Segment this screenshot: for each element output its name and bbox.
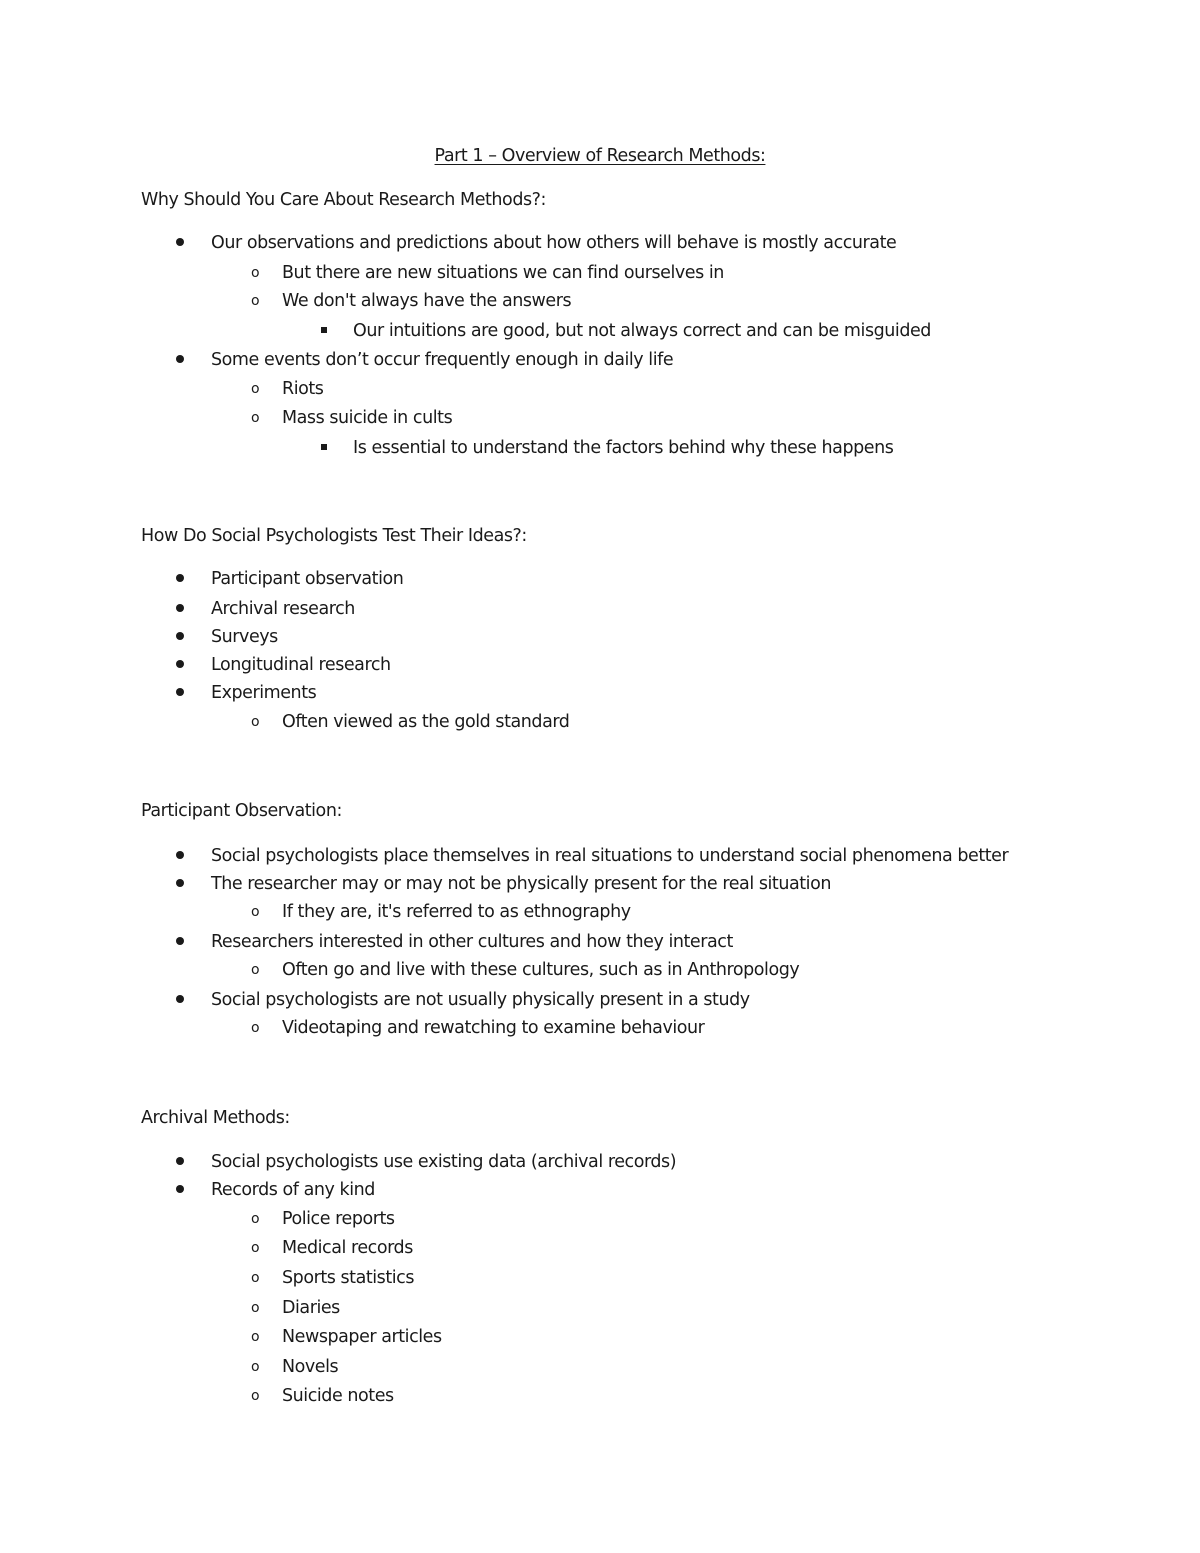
list-item: Some events don’t occur frequently enough in daily life	[211, 350, 674, 370]
bullet-marker	[170, 989, 190, 1011]
bullet-marker	[170, 1179, 190, 1201]
sub-bullet-marker: o	[250, 1211, 260, 1227]
list-item: Police reports	[282, 1209, 395, 1229]
section-heading: Archival Methods:	[141, 1108, 290, 1128]
list-item: Often go and live with these cultures, such as in Anthropology	[282, 960, 800, 980]
sub-bullet-marker: o	[250, 1388, 260, 1404]
list-item: Experiments	[211, 683, 317, 703]
list-item: The researcher may or may not be physically present for the real situation	[211, 874, 831, 894]
list-item: If they are, it's referred to as ethnography	[282, 902, 631, 922]
list-item: Suicide notes	[282, 1386, 394, 1406]
sub-bullet-marker: o	[250, 381, 260, 397]
section-heading: Why Should You Care About Research Methods?:	[141, 190, 546, 210]
bullet-marker	[170, 873, 190, 895]
bullet-marker	[170, 845, 190, 867]
square-bullet-marker	[314, 437, 334, 459]
list-item: Social psychologists are not usually physically present in a study	[211, 990, 750, 1010]
sub-bullet-marker: o	[250, 1020, 260, 1036]
sub-bullet-marker: o	[250, 1300, 260, 1316]
sub-bullet-marker: o	[250, 1240, 260, 1256]
square-bullet-marker	[314, 320, 334, 342]
list-item: Diaries	[282, 1298, 340, 1318]
page-title: Part 1 – Overview of Research Methods:	[434, 146, 766, 166]
bullet-marker	[170, 931, 190, 953]
list-item: Social psychologists place themselves in real situations to understand social phenomena better	[211, 846, 1009, 866]
sub-bullet-marker: o	[250, 1329, 260, 1345]
list-item: Is essential to understand the factors behind why these happens	[353, 438, 894, 458]
list-item: Social psychologists use existing data (archival records)	[211, 1152, 677, 1172]
list-item: Longitudinal research	[211, 655, 391, 675]
sub-bullet-marker: o	[250, 1270, 260, 1286]
list-item: Researchers interested in other cultures and how they interact	[211, 932, 733, 952]
list-item: Participant observation	[211, 569, 404, 589]
sub-bullet-marker: o	[250, 714, 260, 730]
sub-bullet-marker: o	[250, 962, 260, 978]
sub-bullet-marker: o	[250, 1359, 260, 1375]
section-heading: Participant Observation:	[141, 801, 342, 821]
list-item: Mass suicide in cults	[282, 408, 453, 428]
list-item: Medical records	[282, 1238, 413, 1258]
bullet-marker	[170, 568, 190, 590]
bullet-marker	[170, 1151, 190, 1173]
bullet-marker	[170, 626, 190, 648]
list-item: Novels	[282, 1357, 339, 1377]
list-item: Our intuitions are good, but not always correct and can be misguided	[353, 321, 931, 341]
sub-bullet-marker: o	[250, 410, 260, 426]
list-item: Sports statistics	[282, 1268, 415, 1288]
bullet-marker	[170, 598, 190, 620]
list-item: Often viewed as the gold standard	[282, 712, 570, 732]
bullet-marker	[170, 349, 190, 371]
bullet-marker	[170, 654, 190, 676]
list-item: Videotaping and rewatching to examine behaviour	[282, 1018, 705, 1038]
list-item: We don't always have the answers	[282, 291, 572, 311]
list-item: Our observations and predictions about how others will behave is mostly accurate	[211, 233, 897, 253]
sub-bullet-marker: o	[250, 904, 260, 920]
list-item: Newspaper articles	[282, 1327, 442, 1347]
sub-bullet-marker: o	[250, 293, 260, 309]
list-item: Records of any kind	[211, 1180, 375, 1200]
list-item: Surveys	[211, 627, 278, 647]
list-item: Riots	[282, 379, 324, 399]
bullet-marker	[170, 682, 190, 704]
section-heading: How Do Social Psychologists Test Their Ideas?:	[141, 526, 527, 546]
list-item: But there are new situations we can find ourselves in	[282, 263, 724, 283]
sub-bullet-marker: o	[250, 265, 260, 281]
list-item: Archival research	[211, 599, 355, 619]
bullet-marker	[170, 232, 190, 254]
